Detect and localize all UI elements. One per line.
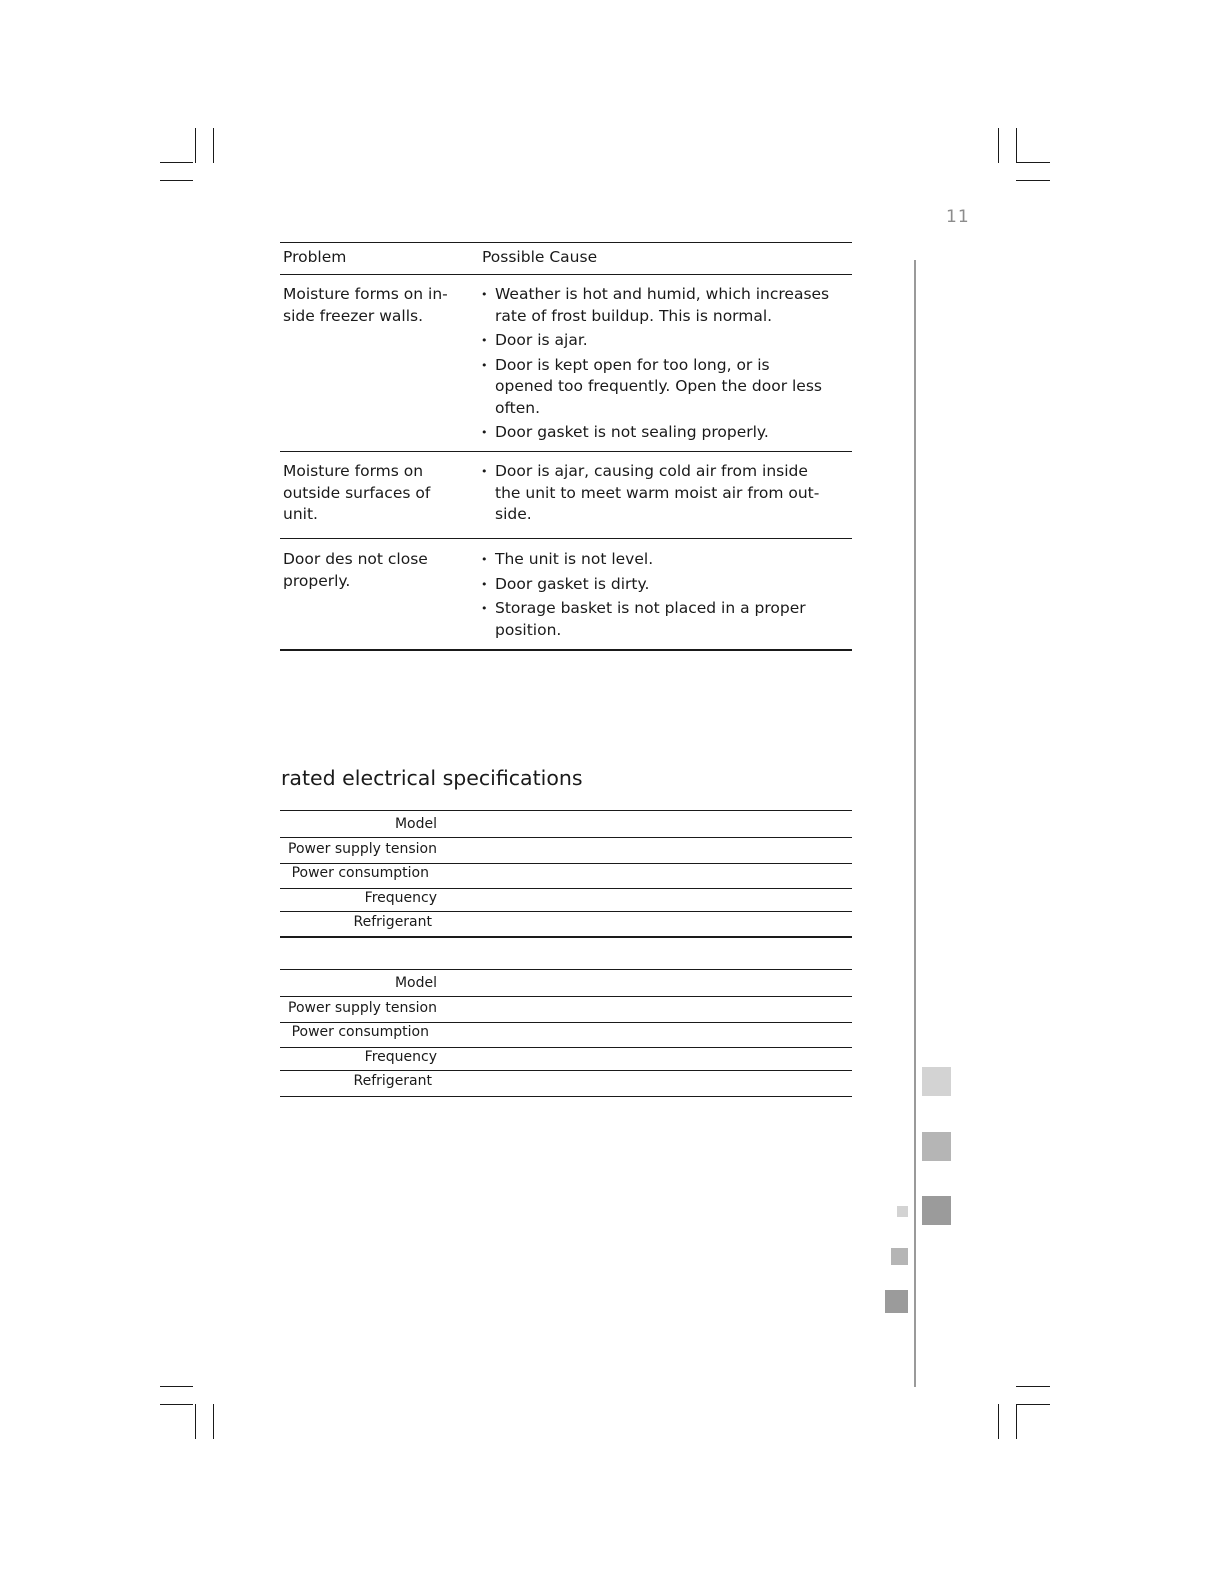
crop-mark — [195, 1404, 196, 1439]
cause-line: rate of frost buildup. This is normal. — [495, 306, 773, 325]
crop-mark — [160, 1386, 193, 1387]
spec-rule — [280, 1047, 852, 1048]
crop-mark — [1016, 162, 1050, 163]
cause-item — [481, 574, 851, 596]
spec-rule — [280, 837, 852, 838]
spec-rule — [280, 969, 852, 970]
crop-mark — [1016, 128, 1017, 163]
spec-label-refrigerant: Refrigerant — [353, 914, 432, 930]
problem-cell — [283, 284, 473, 327]
swatch-small-dark — [885, 1290, 908, 1313]
cause-item — [481, 549, 851, 571]
section-title: rated electrical specifications — [281, 766, 583, 790]
spec-rule — [280, 1070, 852, 1071]
spec-label-model: Model — [394, 975, 437, 991]
crop-mark — [213, 128, 214, 163]
spec-rule — [280, 863, 852, 864]
spec-label-power-consumption: Power consumption — [291, 865, 429, 881]
table-bottom-rule — [280, 649, 852, 651]
spec-label-frequency: Frequency — [364, 1049, 437, 1065]
cause-line: • Door is ajar. — [495, 331, 588, 349]
cause-line: often. — [495, 398, 541, 417]
cause-line: position. — [495, 620, 562, 639]
cause-line: • The unit is not level. — [495, 550, 654, 568]
cause-line: • Weather is hot and humid, which increases — [495, 285, 830, 303]
cause-item — [481, 284, 851, 327]
problem-line: side freezer walls. — [283, 306, 424, 325]
header-possible-cause: Possible Cause — [482, 248, 598, 266]
crop-mark — [195, 128, 196, 163]
row-rule — [280, 538, 852, 539]
problem-line: Door des not close — [283, 550, 428, 568]
side-rule — [914, 260, 916, 1387]
cause-cell — [481, 284, 851, 447]
cause-line: side. — [495, 505, 532, 523]
problem-line: outside surfaces of — [283, 483, 431, 502]
page-number: 11 — [946, 207, 970, 227]
cause-item — [481, 355, 851, 420]
cause-item — [481, 461, 851, 526]
spec-label-power-consumption: Power consumption — [291, 1024, 429, 1040]
spec-rule — [280, 1096, 852, 1097]
cause-item — [481, 422, 851, 444]
problem-line: unit. — [283, 505, 318, 523]
crop-mark — [160, 1404, 193, 1405]
crop-mark — [160, 180, 193, 181]
crop-mark — [213, 1404, 214, 1439]
cause-line: • Door is ajar, causing cold air from inside — [495, 462, 808, 480]
swatch-large-mid — [922, 1132, 951, 1161]
cause-item — [481, 330, 851, 352]
crop-mark — [1016, 180, 1050, 181]
swatch-large-dark — [922, 1196, 951, 1225]
cause-line: • Door gasket is not sealing properly. — [495, 423, 769, 441]
cause-line: • Door is kept open for too long, or is — [495, 355, 770, 374]
spec-rule — [280, 996, 852, 997]
crop-mark — [160, 162, 193, 163]
cause-item — [481, 598, 851, 641]
crop-mark — [1016, 1404, 1050, 1405]
spec-label-model: Model — [394, 816, 437, 832]
crop-mark — [998, 1404, 999, 1439]
spec-label-frequency: Frequency — [364, 890, 437, 906]
row-rule — [280, 451, 852, 452]
cause-line: • Door gasket is dirty. — [495, 574, 650, 593]
cause-cell — [481, 461, 851, 529]
swatch-large-light — [922, 1067, 951, 1096]
spec-label-power-supply-tension: Power supply tension — [288, 1000, 437, 1016]
crop-mark — [1016, 1404, 1017, 1439]
table-top-rule — [280, 242, 852, 243]
spec-label-power-supply-tension: Power supply tension — [288, 841, 437, 857]
cause-line: the unit to meet warm moist air from out- — [495, 483, 820, 502]
cause-line: • Storage basket is not placed in a proper — [495, 599, 806, 617]
header-rule — [280, 274, 852, 275]
spec-label-refrigerant: Refrigerant — [353, 1073, 432, 1089]
spec-rule — [280, 888, 852, 889]
header-problem: Problem — [283, 248, 347, 266]
cause-line: opened too frequently. Open the door less — [495, 377, 822, 395]
problem-line: Moisture forms on in- — [283, 285, 448, 303]
spec-rule — [280, 810, 852, 811]
problem-cell — [283, 549, 473, 592]
problem-line: properly. — [283, 571, 351, 590]
cause-cell — [481, 549, 851, 644]
crop-mark — [1016, 1386, 1050, 1387]
crop-mark — [998, 128, 999, 163]
swatch-small-mid — [891, 1248, 908, 1265]
swatch-small-light — [897, 1206, 908, 1217]
spec-rule-bold — [280, 936, 852, 938]
problem-line: Moisture forms on — [283, 462, 424, 480]
spec-rule — [280, 1022, 852, 1023]
spec-rule — [280, 911, 852, 912]
problem-cell — [283, 461, 473, 526]
